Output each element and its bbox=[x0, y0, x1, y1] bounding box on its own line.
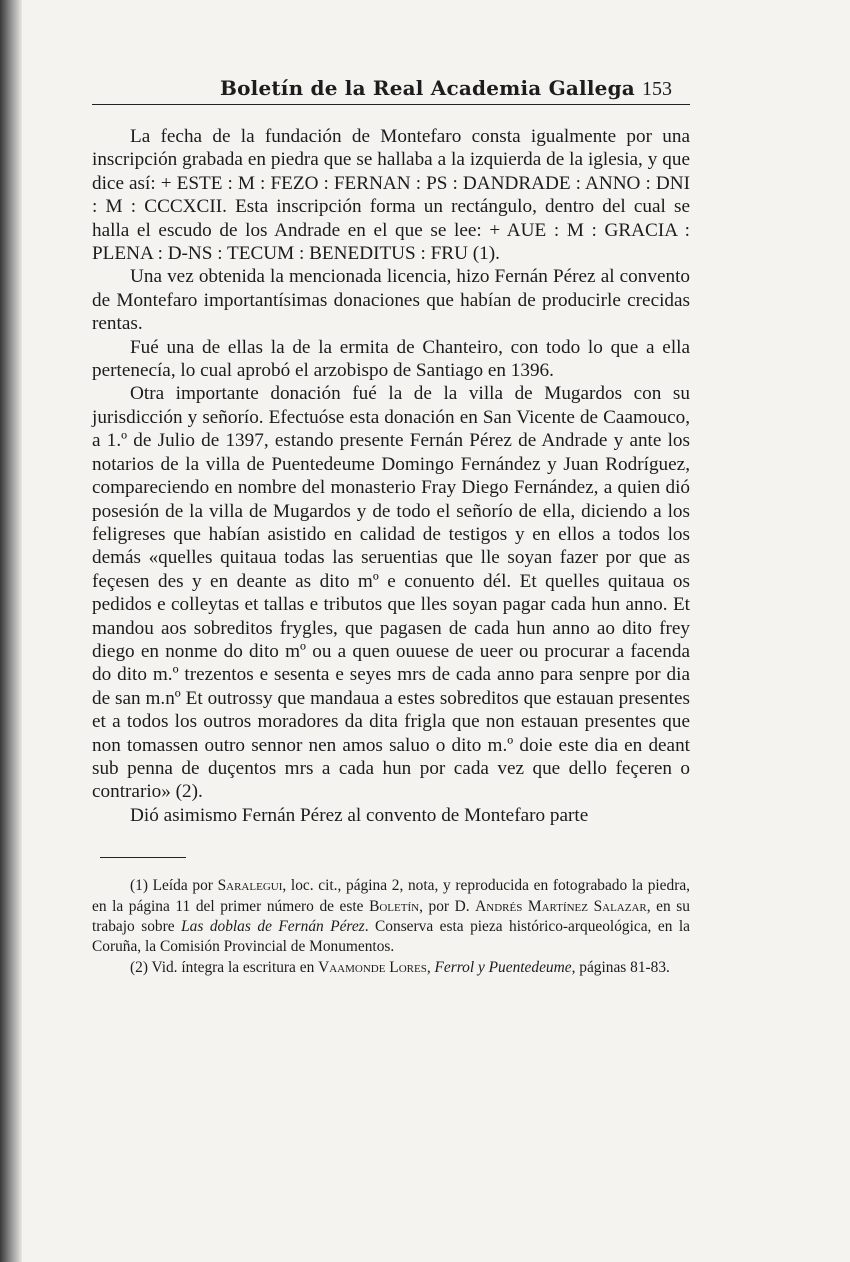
book-page bbox=[92, 70, 690, 978]
journal-title: Boletín de la Real Academia Gallega bbox=[220, 76, 635, 100]
footnote-2: (2) Vid. íntegra la escritura en Vaamonde Lores, Ferrol y Puentedeume, páginas 81-83. bbox=[130, 958, 670, 976]
footnotes bbox=[92, 876, 690, 978]
paragraph: La fecha de la fundación de Montefaro consta igualmente por una inscripción grabada en piedra que se hallaba a la izquierda de la iglesia, y que dice así: + ESTE : M : FEZO : FERNAN : PS : DANDRADE : ANNO : DNI : M : CCCXCII. Esta inscripción forma un rectángulo, dentro del cual se halla el escudo de los Andrade en el que se lee: + AUE : M : GRACIA : PLENA : D-NS : TECUM : BENEDITUS : FRU (1). bbox=[92, 126, 690, 265]
paragraph: Otra importante donación fué la de la villa de Mugardos con su jurisdicción y señorío. Efectuóse esta donación en San Vicente de Caamouco, a 1.º de Julio de 1397, estando presente Fernán Pérez de Andrade y ante los notarios de la villa de Puentedeume Domingo Fernández y Juan Rodríguez, compareciendo en nombre del monasterio Fray Diego Fernández, a quien dió posesión de la villa de Mugardos y de todo el señorío de ella, diciendo a los feligreses que habían asistido en calidad de testigos y en ellos a todos los demás «quelles quitaua todas las seruentias que lle soyan fazer por que as feçesen des y en deante as dito mº e conuento dél. Et quelles quitaua os pedidos e colleytas et tallas e tributos que lles soyan pagar cada hun anno. Et mandou aos sobreditos frygles, que pagasen de cada hun anno ao dito frey diego en nonme do dito mº ou a quen ouuese de ueer ou procurar a facenda do dito m.º trezentos e sesenta e seyes mrs de cada anno para senpre por dia de san m.nº Et outrossy que mandaua a estes sobreditos que estauan presentes et a todos los outros moradores da dita frigla que non estauan presentes que non tomassen outro sennor nen amos saluo o dito m.º doie este dia en deant sub penna de duçentos mrs a cada hun por cada vez que dello feçeren o contrario» (2). bbox=[92, 383, 690, 803]
paragraph: Fué una de ellas la de la ermita de Chanteiro, con todo lo que a ella pertenecía, lo cual aprobó el arzobispo de Santiago en 1396. bbox=[92, 336, 690, 382]
scan-edge-shadow bbox=[0, 0, 22, 1262]
footnote-divider bbox=[100, 857, 186, 858]
footnote-1: (1) Leída por Saralegui, loc. cit., página 2, nota, y reproducida en fotograbado la piedra, en la página 11 del primer número de este Boletín, por D. Andrés Martínez Salazar, en su trabajo sobre Las doblas de Fernán Pérez. Conserva esta pieza histórico-arqueológica, en la Coruña, la Comisión Provincial de Monumentos. bbox=[92, 877, 690, 956]
page-number: 153 bbox=[642, 78, 672, 100]
running-header bbox=[92, 70, 690, 105]
paragraph: Dió asimismo Fernán Pérez al convento de Montefaro parte bbox=[130, 804, 589, 826]
paragraph: Una vez obtenida la mencionada licencia, hizo Fernán Pérez al convento de Montefaro importantísimas donaciones que habían de producirle crecidas rentas. bbox=[92, 266, 690, 335]
body-text bbox=[92, 125, 690, 827]
